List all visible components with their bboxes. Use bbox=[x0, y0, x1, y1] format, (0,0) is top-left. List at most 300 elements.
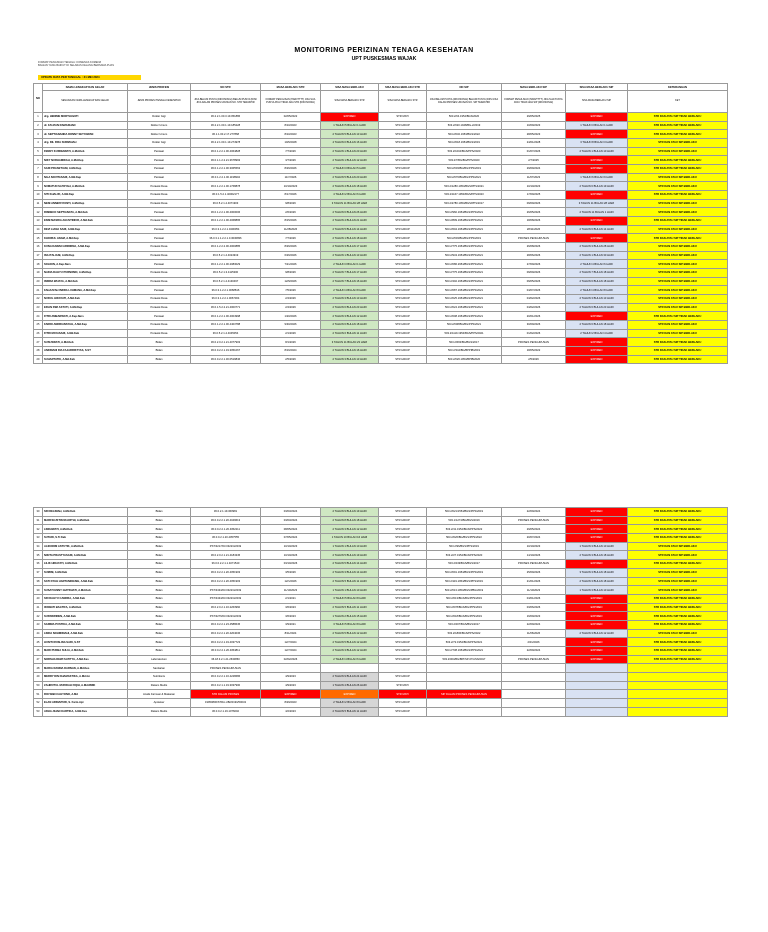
table-cell: 03/10/2026 bbox=[261, 560, 321, 569]
update-date-label: UPDATE DATA PER TANGGAL : 21 MEI 2024 bbox=[38, 75, 141, 80]
table-cell: STR DAN ATAU SIP BERLAKU bbox=[628, 225, 728, 234]
table-cell: STR DAN ATAU SIP TIDAK BERLAKU bbox=[628, 113, 728, 122]
table-cell: 2 TAHUN 7 BULAN 17 HARI bbox=[321, 269, 379, 278]
table-cell: 2 TAHUN 3 BULAN 12 HARI bbox=[321, 647, 379, 656]
table-cell: 9/8/2026 bbox=[261, 199, 321, 208]
table-cell: EXPIRED bbox=[566, 655, 628, 664]
table-cell: 503.2/032.1953/BGS/2022 bbox=[427, 130, 502, 139]
table-cell: ZAHROTUL MUFIDAH FIQIH, A.Md.RMIK bbox=[43, 681, 128, 690]
table-cell: 503.2/020.1948/BG-2/2019 bbox=[427, 121, 502, 130]
column-subheader: KET bbox=[628, 91, 728, 113]
table-cell: 36.0.5.2.1.4.4024919 bbox=[191, 251, 261, 260]
table-cell: 2 TAHUN 3 BULAN 12 HARI bbox=[566, 629, 628, 638]
table-cell: STR DAN ATAU SIP TIDAK BERLAKU bbox=[628, 130, 728, 139]
table-cell: 2/1/2021 bbox=[261, 594, 321, 603]
table-cell: 36 bbox=[34, 560, 43, 569]
table-cell: STR DAN ATAU SIP BERLAKU bbox=[628, 243, 728, 252]
table-cell: ELAN ARDIAPURI, S. Farm.Apt bbox=[43, 699, 128, 708]
table-cell: STR HIDUP bbox=[379, 612, 427, 621]
table-cell: Bidan bbox=[128, 647, 191, 656]
table-cell: STR HIDUP bbox=[379, 551, 427, 560]
table-cell: 18/05/2022 bbox=[502, 347, 566, 356]
table-cell: 2 TAHUN 1 BULAN 30 HARI bbox=[566, 251, 628, 260]
table-cell: 2/1/2026 bbox=[261, 329, 321, 338]
table-cell: STR HIDUP bbox=[379, 260, 427, 269]
table-row bbox=[34, 243, 728, 252]
table-cell: STR HIDUP bbox=[379, 234, 427, 243]
table-cell: Perawat Desa bbox=[128, 191, 191, 200]
table-cell: STR HIDUP bbox=[379, 173, 427, 182]
table-cell: SATI DYAH HARTANINGSIH, A.Md.Keb bbox=[43, 577, 128, 586]
table-cell: 36.0.0.2.1.1.19.3037900 bbox=[191, 681, 261, 690]
table-cell: 36.0.0.2.2.1.19.4037723 bbox=[191, 638, 261, 647]
table-cell: PROSES PENGURUSAN bbox=[502, 655, 566, 664]
table-cell: STR HIDUP bbox=[379, 269, 427, 278]
table-row bbox=[34, 329, 728, 338]
table-cell: 503.2/018/BGS/BG/PPS/2019 bbox=[427, 612, 502, 621]
table-cell: 11/7/2026 bbox=[261, 173, 321, 182]
table-cell: STR DAN ATAU SIP BERLAKU bbox=[628, 303, 728, 312]
table-cell: RINNECO SEPTIANATA, A.Md.Keb bbox=[43, 208, 128, 217]
table-cell: STR DAN ATAU SIP TIDAK BERLAKU bbox=[628, 338, 728, 347]
table-cell: 36.0.0.2.1.19.1076002 bbox=[191, 707, 261, 716]
table-cell: Analis Farmasi & Makanan bbox=[128, 690, 191, 699]
table-cell bbox=[261, 664, 321, 673]
table-cell: SARI PRASETIANI, A.Md.Kep bbox=[43, 165, 128, 174]
table-cell bbox=[427, 673, 502, 682]
table-cell: 21 bbox=[34, 286, 43, 295]
table-cell: STR HIDUP bbox=[379, 594, 427, 603]
table-cell: EXPIRED bbox=[566, 620, 628, 629]
table-cell: STR DAN ATAU SIP TIDAK BERLAKU bbox=[628, 647, 728, 656]
table-cell: 08/05/2024 bbox=[261, 525, 321, 534]
table-cell: 43 bbox=[34, 620, 43, 629]
column-header: JENIS PROFESI bbox=[128, 84, 191, 91]
table-cell: 40 bbox=[34, 594, 43, 603]
table-cell: 36.0.1.2.2.1.00.4000006 bbox=[191, 208, 261, 217]
table-row bbox=[34, 516, 728, 525]
table-cell: 03/03/2024 bbox=[261, 516, 321, 525]
table-cell: 36.0.1.5.2.2.21.4000771 bbox=[191, 303, 261, 312]
table-cell: 12/7/2024 bbox=[261, 638, 321, 647]
table-cell: 36.0.1.2.2.1.00.1768878 bbox=[191, 182, 261, 191]
table-cell: 2 TAHUN 3 BULAN 12 HARI bbox=[321, 312, 379, 321]
table-cell: 503.2/119.1954/BGS/PPS/2019 bbox=[427, 577, 502, 586]
table-cell: 30/09/2026 bbox=[502, 321, 566, 330]
table-cell bbox=[379, 664, 427, 673]
table-cell: 36.2.2.1.00.1.19.185228 bbox=[191, 121, 261, 130]
table-cell: 503.2/007/BGS/BGS/2017 bbox=[427, 620, 502, 629]
table-cell: NILA NOVITASARI, A.Md.Kep bbox=[43, 173, 128, 182]
table-cell: 7/7/2026 bbox=[261, 147, 321, 156]
table-cell: 2 TAHUN 3 BULAN 18 HARI bbox=[566, 577, 628, 586]
table-cell bbox=[628, 673, 728, 682]
table-cell bbox=[502, 690, 566, 699]
table-cell: 1 TAHUN 6 BULAN 9 HARI bbox=[566, 173, 628, 182]
table-cell: 2 TAHUN 3 BULAN 18 HARI bbox=[566, 551, 628, 560]
table-cell: 8/1/2026 bbox=[261, 338, 321, 347]
table-cell: PST/3434/03.0322/4/2019 bbox=[191, 586, 261, 595]
table-cell: STR DAN ATAU SIP TIDAK BERLAKU bbox=[628, 612, 728, 621]
table-row bbox=[34, 647, 728, 656]
table-cell: 16 bbox=[34, 243, 43, 252]
table-cell: 503.2/775.1954/BGS/PPS/2021 bbox=[427, 269, 502, 278]
table-cell: 16/09/2023 bbox=[502, 612, 566, 621]
table-cell: 2/4/2026 bbox=[261, 303, 321, 312]
table-cell: STR DAN ATAU SIP TIDAK BERLAKU bbox=[628, 165, 728, 174]
table-cell: EXPIRED bbox=[566, 191, 628, 200]
table-cell: 09/05/2026 bbox=[502, 277, 566, 286]
table-cell: STR DAN ATAU SIP TIDAK BERLAKU bbox=[628, 603, 728, 612]
table-cell: 2 TAHUN 6 BULAN 18 HARI bbox=[566, 321, 628, 330]
table-row bbox=[34, 508, 728, 517]
table-cell: 2 TAHUN 5 BULAN 19 HARI bbox=[321, 551, 379, 560]
table-cell: 29/09/2024 bbox=[502, 165, 566, 174]
table-cell: 2 TAHUN 7 BULAN 18 HARI bbox=[566, 269, 628, 278]
table-cell: dr. FAUZAN RAMADHAN bbox=[43, 121, 128, 130]
table-cell: 22/09/2024 bbox=[502, 647, 566, 656]
table-cell: 503.2/076/BG/BG/PPS/2021 bbox=[427, 173, 502, 182]
table-cell: 1 TAHUN 2 BULAN 15 HARI bbox=[321, 612, 379, 621]
table-cell: 36.0.2.0.2.1.21.4077903 bbox=[191, 338, 261, 347]
table-cell: 503.2/2780.1954/BGS/PPS/2017 bbox=[427, 199, 502, 208]
column-header: MASA BERLAKU STR bbox=[261, 84, 321, 91]
table-cell: 503.2/004/BG/BPI/SP-07/ASN/2017 bbox=[427, 655, 502, 664]
table-cell: STR DAN ATAU SIP TIDAK BERLAKU bbox=[628, 234, 728, 243]
table-cell: 8/17/2026 bbox=[261, 191, 321, 200]
table-cell: EXPIRED bbox=[566, 525, 628, 534]
table-cell: 2 TAHUN 1 BULAN 13 HARI bbox=[321, 251, 379, 260]
column-header: NAMA LENGKAP DAN GELAR bbox=[43, 84, 128, 91]
table-cell: Perawat Desa bbox=[128, 182, 191, 191]
table-cell: STR HIDUP bbox=[379, 338, 427, 347]
table-cell: LINDAWATI, A.Md.Keb bbox=[43, 525, 128, 534]
table-cell: 10/10/2023 bbox=[261, 182, 321, 191]
table-row bbox=[34, 303, 728, 312]
table-cell: 36.0.5.2.1.4.4045054 bbox=[191, 329, 261, 338]
table-cell: 3/9/2021 bbox=[261, 620, 321, 629]
table-cell: ENNI MASRIA AGUSTINIUR, A.Md.Keb bbox=[43, 217, 128, 226]
table-cell: 3 bbox=[34, 130, 43, 139]
table-cell: 8/26/2026 bbox=[261, 165, 321, 174]
table-cell: 8/16/2024 bbox=[261, 347, 321, 356]
table-cell: EXPIRED bbox=[566, 113, 628, 122]
table-cell: 8/10/2023 bbox=[261, 121, 321, 130]
table-cell: Perawat Desa bbox=[128, 199, 191, 208]
table-cell: 2 TAHUN 9 BULAN 19 HARI bbox=[321, 508, 379, 517]
table-cell: Bidan bbox=[128, 629, 191, 638]
table-cell: SUMINI, A.Md.Keb bbox=[43, 568, 128, 577]
table-cell: 20/07/2024 bbox=[502, 534, 566, 543]
table-row bbox=[34, 690, 728, 699]
table-cell: PST/3276/03.0322/4/2019 bbox=[191, 612, 261, 621]
table-cell: 2 TAHUN 3 BULAN 12 HARI bbox=[321, 525, 379, 534]
table-cell: 2 TAHUN 5 BULAN 14 HARI bbox=[321, 560, 379, 569]
table-cell: 503.2/008.1954/BGS/PPS/2021 bbox=[427, 312, 502, 321]
table-row bbox=[34, 147, 728, 156]
table-cell: STR HIDUP bbox=[379, 156, 427, 165]
table-cell: 503.2/1806/BGS/PPS/2022 bbox=[427, 629, 502, 638]
table-cell: 503.2/96/BGS/PPS/2019 bbox=[427, 542, 502, 551]
table-cell: 25/09/2026 bbox=[502, 568, 566, 577]
table-cell: Perawat Desa bbox=[128, 277, 191, 286]
table-row bbox=[34, 594, 728, 603]
table-cell: 2 TAHUN 1 BULAN 18 HARI bbox=[321, 234, 379, 243]
table-cell: NENI ANNEFFIYANTI, A.Md.Kep bbox=[43, 199, 128, 208]
table-cell: 36.0.3.1.1.2.2.1.0.3030836 bbox=[191, 234, 261, 243]
table-cell bbox=[566, 664, 628, 673]
table-cell: Bidan bbox=[128, 534, 191, 543]
table-cell bbox=[321, 664, 379, 673]
table-row bbox=[34, 139, 728, 148]
table-cell: 8 bbox=[34, 173, 43, 182]
table-cell: EXPIRED bbox=[261, 690, 321, 699]
table-cell: STR DAN ATAU SIP TIDAK BERLAKU bbox=[628, 347, 728, 356]
table-cell: STR HIDUP bbox=[379, 560, 427, 569]
table-cell: STR HIDUP bbox=[379, 121, 427, 130]
table-cell: STR HIDUP bbox=[379, 603, 427, 612]
table-cell: SIP DALAM PROSES PENGURUSAN bbox=[427, 690, 502, 699]
table-cell: 503.2/087.1954/BGS/PPS/2021 bbox=[427, 286, 502, 295]
table-cell: 36.2.2.1.00.3.19.051886 bbox=[191, 113, 261, 122]
table-cell: 11/06/2026 bbox=[502, 629, 566, 638]
table-cell: STR HIDUP bbox=[379, 577, 427, 586]
table-cell: ANDRIANI RIA FAJARRISTYAS, S.ST bbox=[43, 347, 128, 356]
table-cell: STR MATI bbox=[379, 681, 427, 690]
table-cell: 32 bbox=[34, 525, 43, 534]
column-header-no: NO bbox=[34, 84, 43, 113]
table-cell: STR DAN ATAU SIP TIDAK BERLAKU bbox=[628, 312, 728, 321]
table-cell: Bidan bbox=[128, 525, 191, 534]
table-row bbox=[34, 199, 728, 208]
table-cell: 3/7/2026 bbox=[261, 156, 321, 165]
table-cell: 503.2/003/BG/BG/PPS/2019 bbox=[427, 165, 502, 174]
table-row bbox=[34, 321, 728, 330]
table-cell: EXPIRED bbox=[566, 347, 628, 356]
table-cell: 44 bbox=[34, 629, 43, 638]
table-cell: 503.2/013/BGS/BG/PPS/2019 bbox=[427, 594, 502, 603]
table-cell: 11/07/2023 bbox=[502, 173, 566, 182]
table-cell: 48 bbox=[34, 664, 43, 673]
table-cell: STR HIDUP bbox=[379, 251, 427, 260]
column-subheader: SISA MASA BERLAKU STR bbox=[321, 91, 379, 113]
table-cell: 24 bbox=[34, 312, 43, 321]
table-cell bbox=[628, 690, 728, 699]
table-cell: 02/02/2026 bbox=[261, 655, 321, 664]
table-cell: Perawat Desa bbox=[128, 243, 191, 252]
table-cell: MARFIGUSTIN NUARTHI, A.Md.Keb bbox=[43, 516, 128, 525]
table-row bbox=[34, 269, 728, 278]
table-cell: STR HIDUP bbox=[379, 303, 427, 312]
table-cell: 39 bbox=[34, 586, 43, 595]
table-cell: 503.2/402.1954/BGS/PPS/2021 bbox=[427, 277, 502, 286]
table-cell: Bidan bbox=[128, 577, 191, 586]
table-row bbox=[34, 638, 728, 647]
table-cell: EXPIRED bbox=[566, 603, 628, 612]
table-cell: 21/01/2026 bbox=[502, 577, 566, 586]
table-cell: 36.0.0.2.2.1.20.4049613 bbox=[191, 516, 261, 525]
table-cell: 3 TAHUN 11 BULAN 28 HARI bbox=[566, 199, 628, 208]
table-cell: 27/09/2026 bbox=[502, 260, 566, 269]
table-cell: STR HIDUP bbox=[379, 295, 427, 304]
table-cell: 2 TAHUN 5 BULAN 13 HARI bbox=[321, 130, 379, 139]
table-cell: STR HIDUP bbox=[379, 312, 427, 321]
table-row bbox=[34, 191, 728, 200]
table-cell: SRI DELIMAH, A.Md.Keb bbox=[43, 508, 128, 517]
table-cell: 47 bbox=[34, 655, 43, 664]
table-cell: 4 TAHUN 0 BULAN 16 HARI bbox=[321, 139, 379, 148]
table-cell: Bidan bbox=[128, 586, 191, 595]
table-cell: 8/29/2023 bbox=[261, 699, 321, 708]
table-cell: SUSATI ENNY GIATDHATI, A.Md.Keb bbox=[43, 586, 128, 595]
table-cell: 2 TAHUN 6 BULAN 26 HARI bbox=[321, 208, 379, 217]
table-cell: PROSES PENGURUSAN bbox=[502, 234, 566, 243]
table-cell: 14/10/2026 bbox=[502, 551, 566, 560]
table-cell: 2 TAHUN 3 BULAN 13 HARI bbox=[566, 295, 628, 304]
table-cell: STR DAN ATAU SIP BERLAKU bbox=[628, 295, 728, 304]
table-cell: 2 TAHUN 1 BULAN 20 HARI bbox=[321, 147, 379, 156]
table-cell: 2 TAHUN 1 BULAN 10 HARI bbox=[566, 147, 628, 156]
table-cell: STR HIDUP bbox=[379, 516, 427, 525]
table-cell: STR DAN ATAU SIP BERLAKU bbox=[628, 251, 728, 260]
table-cell: STR DAN ATAU SIP BERLAKU bbox=[628, 182, 728, 191]
table-row bbox=[34, 673, 728, 682]
table-cell: 2 TAHUN 1 BULAN 12 HARI bbox=[321, 156, 379, 165]
table-cell: STR HIDUP bbox=[379, 568, 427, 577]
table-cell: NUMATUN SA'DIYAH, A.Md.Keb bbox=[43, 182, 128, 191]
table-cell: SOLIKIN, A.Kep.Ners bbox=[43, 260, 128, 269]
table-cell: STR HIDUP bbox=[379, 525, 427, 534]
table-row bbox=[34, 551, 728, 560]
column-header: NO STR bbox=[191, 84, 261, 91]
table-row bbox=[34, 173, 728, 182]
table-cell: STR HIDUP bbox=[379, 130, 427, 139]
table-row bbox=[34, 664, 728, 673]
table-cell: 2 TAHUN 4 BULAN 8 HARI bbox=[566, 286, 628, 295]
table-cell: Perawat Desa bbox=[128, 217, 191, 226]
table-cell: NIKY NURHAMIDAH, A.Md.Kep bbox=[43, 156, 128, 165]
column-header: MASA BERLAKU SIP bbox=[502, 84, 566, 91]
table-cell: FARIDI ANDRIANSYAH, A.Md.Kep bbox=[43, 321, 128, 330]
table-cell: 36.0.0.2.2.1.1.4071540 bbox=[191, 560, 261, 569]
table-cell: STR HIDUP bbox=[379, 647, 427, 656]
table-cell: 3/6/2023 bbox=[261, 612, 321, 621]
table-row bbox=[34, 681, 728, 690]
table-cell: 36.0.0.2.2.1.16.4228686 bbox=[191, 673, 261, 682]
table-cell: 28/06/2026 bbox=[502, 251, 566, 260]
table-cell: STR DAN ATAU SIP BERLAKU bbox=[628, 147, 728, 156]
table-cell: 2 TAHUN 6 BULAN 18 HARI bbox=[321, 321, 379, 330]
table-cell: Bidan bbox=[128, 568, 191, 577]
table-cell: INA ITALIANI, A.Md.Kep bbox=[43, 251, 128, 260]
table-cell: 2 TAHUN 3 BULAN 1 HARI bbox=[321, 260, 379, 269]
table-cell: PROSES PENGURUSAN bbox=[502, 560, 566, 569]
table-cell: STR HIDUP bbox=[379, 217, 427, 226]
table-cell: STR DAN ATAU SIP BERLAKU bbox=[628, 269, 728, 278]
table-cell: STR MATI bbox=[379, 113, 427, 122]
table-cell: 503.2/026.1954/BPIB/2020 bbox=[427, 355, 502, 364]
table-cell: 2 TAHUN 7 BULAN 16 HARI bbox=[321, 277, 379, 286]
table-cell: NIKITA PRASTYASARI, A.Md.Keb bbox=[43, 551, 128, 560]
table-cell: 2 TAHUN 0 BULAN 11 HARI bbox=[321, 329, 379, 338]
table-cell: 23 bbox=[34, 303, 43, 312]
table-cell: 503.2/008/BG/BG/PPS/2021 bbox=[427, 321, 502, 330]
table-cell: 22/09/2024 bbox=[502, 620, 566, 629]
table-cell: 28/11/2026 bbox=[502, 225, 566, 234]
table-row bbox=[34, 568, 728, 577]
table-cell: 503.2/025.1954/BGS/PPS/2021 bbox=[427, 295, 502, 304]
table-cell: 2 TAHUN 6 BULAN 23 HARI bbox=[321, 303, 379, 312]
table-cell: Dokter Gigi bbox=[128, 113, 191, 122]
table-cell: Perawat bbox=[128, 234, 191, 243]
table-cell: EXPIRED bbox=[566, 612, 628, 621]
table-cell: 10/10/2026 bbox=[261, 551, 321, 560]
table-cell: 36.0.0.2.2.1.19.3051067 bbox=[191, 347, 261, 356]
table-cell bbox=[427, 681, 502, 690]
table-cell: 33 bbox=[34, 534, 43, 543]
table-cell: 14 bbox=[34, 225, 43, 234]
table-cell: 2 TAHUN 6 BULAN 19 HARI bbox=[566, 182, 628, 191]
table-cell: 1 TAHUN 5 BULAN 1 HARI bbox=[321, 121, 379, 130]
table-cell: STR DAN ATAU SIP TIDAK BERLAKU bbox=[628, 638, 728, 647]
table-cell: FENNY KURNIAWATI, A.Md.Keb bbox=[43, 147, 128, 156]
table-cell: 22 bbox=[34, 295, 43, 304]
header-row bbox=[34, 84, 728, 91]
table-body-top bbox=[34, 113, 728, 364]
table-cell bbox=[566, 681, 628, 690]
table-cell: 2 TAHUN 5 BULAN 12 HARI bbox=[321, 638, 379, 647]
table-cell: STR DAN ATAU SIP BERLAKU bbox=[628, 321, 728, 330]
table-cell: STR MATI bbox=[379, 690, 427, 699]
table-cell: STR DAN ATAU SIP BERLAKU bbox=[628, 551, 728, 560]
table-cell: 36.0.0.2.2.1.23.4588645 bbox=[191, 620, 261, 629]
table-cell: 04/01/2026 bbox=[502, 594, 566, 603]
table-cell: drg. HENIME MORTHAVATI bbox=[43, 113, 128, 122]
table-cell bbox=[628, 699, 728, 708]
table-cell: Bidan bbox=[128, 508, 191, 517]
table-row bbox=[34, 295, 728, 304]
table-cell: 22/09/2024 bbox=[502, 508, 566, 517]
table-cell: STR DAN ATAU SIP TIDAK BERLAKU bbox=[628, 620, 728, 629]
table-cell: LINDA NOHMIDIAHI, A.Md.Keb bbox=[43, 629, 128, 638]
table-cell: 36.0.0.2.1.20.4057555 bbox=[191, 534, 261, 543]
table-cell: STR DAN ATAU SIP TIDAK BERLAKU bbox=[628, 655, 728, 664]
table-cell: 1/20/2026 bbox=[261, 312, 321, 321]
table-cell: DEVI LIANA SARI, A.Md.Kep bbox=[43, 225, 128, 234]
column-subheader: SISA MASA BERLAKU STR bbox=[379, 91, 427, 113]
table-cell: 36.0.1.5.2.1.40002177 bbox=[191, 191, 261, 200]
table-row bbox=[34, 542, 728, 551]
table-cell: 1 TAHUN 3 BULAN 10 HARI bbox=[566, 542, 628, 551]
table-cell: 36.0.1.2.2.1.00.3065563 bbox=[191, 165, 261, 174]
table-cell: 41 bbox=[34, 603, 43, 612]
table-cell: 4/9/2023 bbox=[261, 673, 321, 682]
table-cell: HUSITI ROSLINA SARI, S.ST bbox=[43, 638, 128, 647]
table-cell: STR DAN ATAU SIP BERLAKU bbox=[628, 286, 728, 295]
table-cell: STR HIDUP bbox=[379, 147, 427, 156]
table-cell: Perawat Desa bbox=[128, 251, 191, 260]
table-cell: Bidan bbox=[128, 594, 191, 603]
table-cell: 30 bbox=[34, 508, 43, 517]
table-cell: 17 bbox=[34, 251, 43, 260]
table-cell: 2 TAHUN 4 BULAN 6 HARI bbox=[566, 260, 628, 269]
table-cell: 2 TAHUN 5 BULAN 11 HARI bbox=[321, 603, 379, 612]
table-cell: 3 TAHUN 11 BULAN 23 HARI bbox=[321, 338, 379, 347]
table-cell: STR DAN ATAU SIP BERLAKU bbox=[628, 260, 728, 269]
table-cell: 503.2/738.1954/BGS/PPS/2021 bbox=[427, 647, 502, 656]
table-cell: 503.2/1167.1954/BGS/PPS/2023 bbox=[427, 191, 502, 200]
table-cell: 2 TAHUN 3 BULAN 28 HARI bbox=[566, 243, 628, 252]
